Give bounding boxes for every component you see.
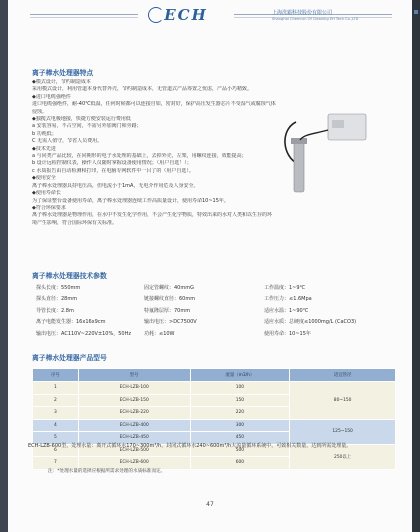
row-number: 7 xyxy=(33,457,79,470)
flow-cell: 300 xyxy=(190,419,290,432)
specs-row xyxy=(32,318,392,329)
feature-line: 进口电缆强绝件，耐-40℃低温，任何时候都可以连接自如，密封好，保护高压发生器芯片不受湿气或腐蚀气体 xyxy=(32,101,276,108)
feature-line: 侵蚀。 xyxy=(32,108,48,115)
column-header: 型号 xyxy=(78,369,190,382)
product-generator-panel xyxy=(332,120,344,128)
specs-row xyxy=(32,284,392,295)
row-number: 1 xyxy=(33,382,79,395)
spec-item: 工作压力：≤1.6Mpa xyxy=(264,296,312,303)
specs-row xyxy=(32,307,392,318)
feature-line: ◆独揽式电极地接，快捷方便安装运行费用低 xyxy=(32,116,131,123)
model-cell: ECH-LZB-500 xyxy=(78,444,190,457)
feature-line: ◆模式设计，节约制造成本 xyxy=(32,79,91,85)
spec-item: 工作温度：1~9℃ xyxy=(264,285,306,291)
flow-cell: 500 xyxy=(190,444,290,457)
feature-line: a 安装容易，不占空间，不需另外加阀门和旁路； xyxy=(32,123,142,130)
model-cell: ECH-LZB-100 xyxy=(78,382,190,395)
product-photo xyxy=(274,100,382,198)
row-number: 5 xyxy=(33,432,79,445)
row-number: 6 xyxy=(33,444,79,457)
model-cell: ECH-LZB-220 xyxy=(78,407,190,420)
spec-item: 输出电压：>DC7500V xyxy=(144,319,197,326)
company-logo xyxy=(138,6,234,24)
feature-line: b 功耗低； xyxy=(32,130,57,137)
spec-item: 输出电压：AC110V~220V±10%，50Hz xyxy=(36,330,131,337)
flow-cell: 100 xyxy=(190,382,290,395)
feature-line: 境产生影响，符合国际环保有关标准。 xyxy=(32,219,118,226)
specs-title: 离子棒水处理器技术参数 xyxy=(32,272,107,280)
features-title: 离子棒水处理器特点 xyxy=(32,69,94,77)
specs-row xyxy=(32,330,392,341)
spec-item: 链接螺纹直径：60mm xyxy=(144,296,196,303)
spec-item: 离子电能发生器：16x16x9cm xyxy=(36,319,106,326)
spec-item: 探头长度：550mm xyxy=(36,285,81,291)
spec-item: 功耗：≤10W xyxy=(144,330,175,337)
feature-line: ◆进口电缆强绝件 xyxy=(32,93,71,100)
spec-item: 适应水质：总硬度≤1000mg/L (CaCO3) xyxy=(264,319,357,326)
specs-block xyxy=(32,284,392,341)
feature-line: 为了保证整台设备使用寿命，离子棒水处理器连续工作高质量设计，使用寿命10~15年。 xyxy=(32,197,229,204)
flow-cell: 450 xyxy=(190,432,290,445)
page-number: 47 xyxy=(206,501,214,508)
model-cell: ECH-LZB-150 xyxy=(78,394,190,407)
product-probe-rod xyxy=(294,140,304,192)
company-name-en: Shanghai Chemrun Of Cleaning EH Tech Co.,LTD xyxy=(272,17,359,21)
row-number: 2 xyxy=(33,394,79,407)
footnote: 注：*处理水量的选择应根据所需求处理的水质标准而定。 xyxy=(48,469,166,474)
table-header-row xyxy=(33,369,396,382)
page-header xyxy=(8,0,412,34)
product-probe-fitting xyxy=(291,138,307,144)
feature-line: 采用模式设计，利用管道本身代替外壳，节约制造成本，无管道式产品筹置之忧虑，产品小巧精致。 xyxy=(32,86,253,93)
feature-line: C 无需人值守，节省人员费用。 xyxy=(32,138,103,145)
pipe-size-cell: 125~150 xyxy=(290,419,396,444)
features-body xyxy=(32,79,278,227)
pipe-size-cell: 80~150 xyxy=(290,382,396,420)
model-cell: ECH-LZB-400 xyxy=(78,419,190,432)
flow-cell: 600 xyxy=(190,457,290,470)
model-cell: ECH-LZB-450 xyxy=(78,432,190,445)
spec-item: 探头直径：28mm xyxy=(36,296,78,303)
feature-line: ◆技术先进 xyxy=(32,145,56,152)
document-page xyxy=(8,0,412,532)
feature-line: c 水质报告由自动检测和打印，在电脑专网软件中一目了的（用户自选）。 xyxy=(32,167,194,174)
model-cell: ECH-LZB-600 xyxy=(78,457,190,470)
logo-ring-icon xyxy=(148,7,164,23)
feature-line: b 设计远程控制仪表，操作人员随时掌握设备使用情况；（用户自选！）； xyxy=(32,160,192,167)
models-table xyxy=(32,368,396,470)
row-number: 4 xyxy=(33,419,79,432)
row-number: 3 xyxy=(33,407,79,420)
feature-line: 离子棒水处理器是物理作用，在水中不发生化学作用，不会产生化学物质，特效出来的水对人类和以生存的环 xyxy=(32,212,273,219)
adjacent-page-edge xyxy=(412,0,420,532)
flow-cell: 150 xyxy=(190,394,290,407)
pipe-size-cell: 250以上 xyxy=(290,444,396,469)
feature-line: 离子棒水处理器具持电压高，但电流小于1mA，无电介作用危及人身安全。 xyxy=(32,182,199,189)
feature-line: a 与同类产品比较，在同期形的电子水处理的基础上，去掉外壳，左架，用螺纹连接，效能提高； xyxy=(32,153,247,160)
spec-item: 固定管螺纹：40mmG xyxy=(144,285,194,291)
spec-item: 适应水温：1~90℃ xyxy=(264,307,309,314)
column-header: 序号 xyxy=(33,369,79,382)
table-row xyxy=(33,382,396,395)
capacity-note: ECH-LZB-600型，处理水量：离开式循环水170~300m³/h，封闭式循环水240~600m³/h大流量循环系统中，可致相关数量，达到所需处理量。 xyxy=(28,443,352,449)
table-row xyxy=(33,419,396,432)
feature-line: ◆符合环保要求 xyxy=(32,204,66,211)
column-header: 适宜管径 xyxy=(290,369,396,382)
logo-text: ECH xyxy=(164,6,208,24)
feature-line: ◆使用安全 xyxy=(32,175,56,182)
flow-cell: 220 xyxy=(190,407,290,420)
specs-row xyxy=(32,295,392,306)
feature-line: ◆使用寿命长 xyxy=(32,190,61,197)
models-title: 离子棒水处理器产品型号 xyxy=(32,354,107,362)
spec-item: 特氟隆层厚：70mm xyxy=(144,307,191,314)
adjacent-page-mark xyxy=(414,10,418,14)
company-name-cn: 上海洗霸科技股份有限公司 xyxy=(272,10,333,16)
spec-item: 导管长度：2.8m xyxy=(36,307,74,314)
spec-item: 使用寿命：10~15年 xyxy=(264,330,311,337)
column-header: 流量（m3/h） xyxy=(190,369,290,382)
company-name xyxy=(272,10,358,22)
